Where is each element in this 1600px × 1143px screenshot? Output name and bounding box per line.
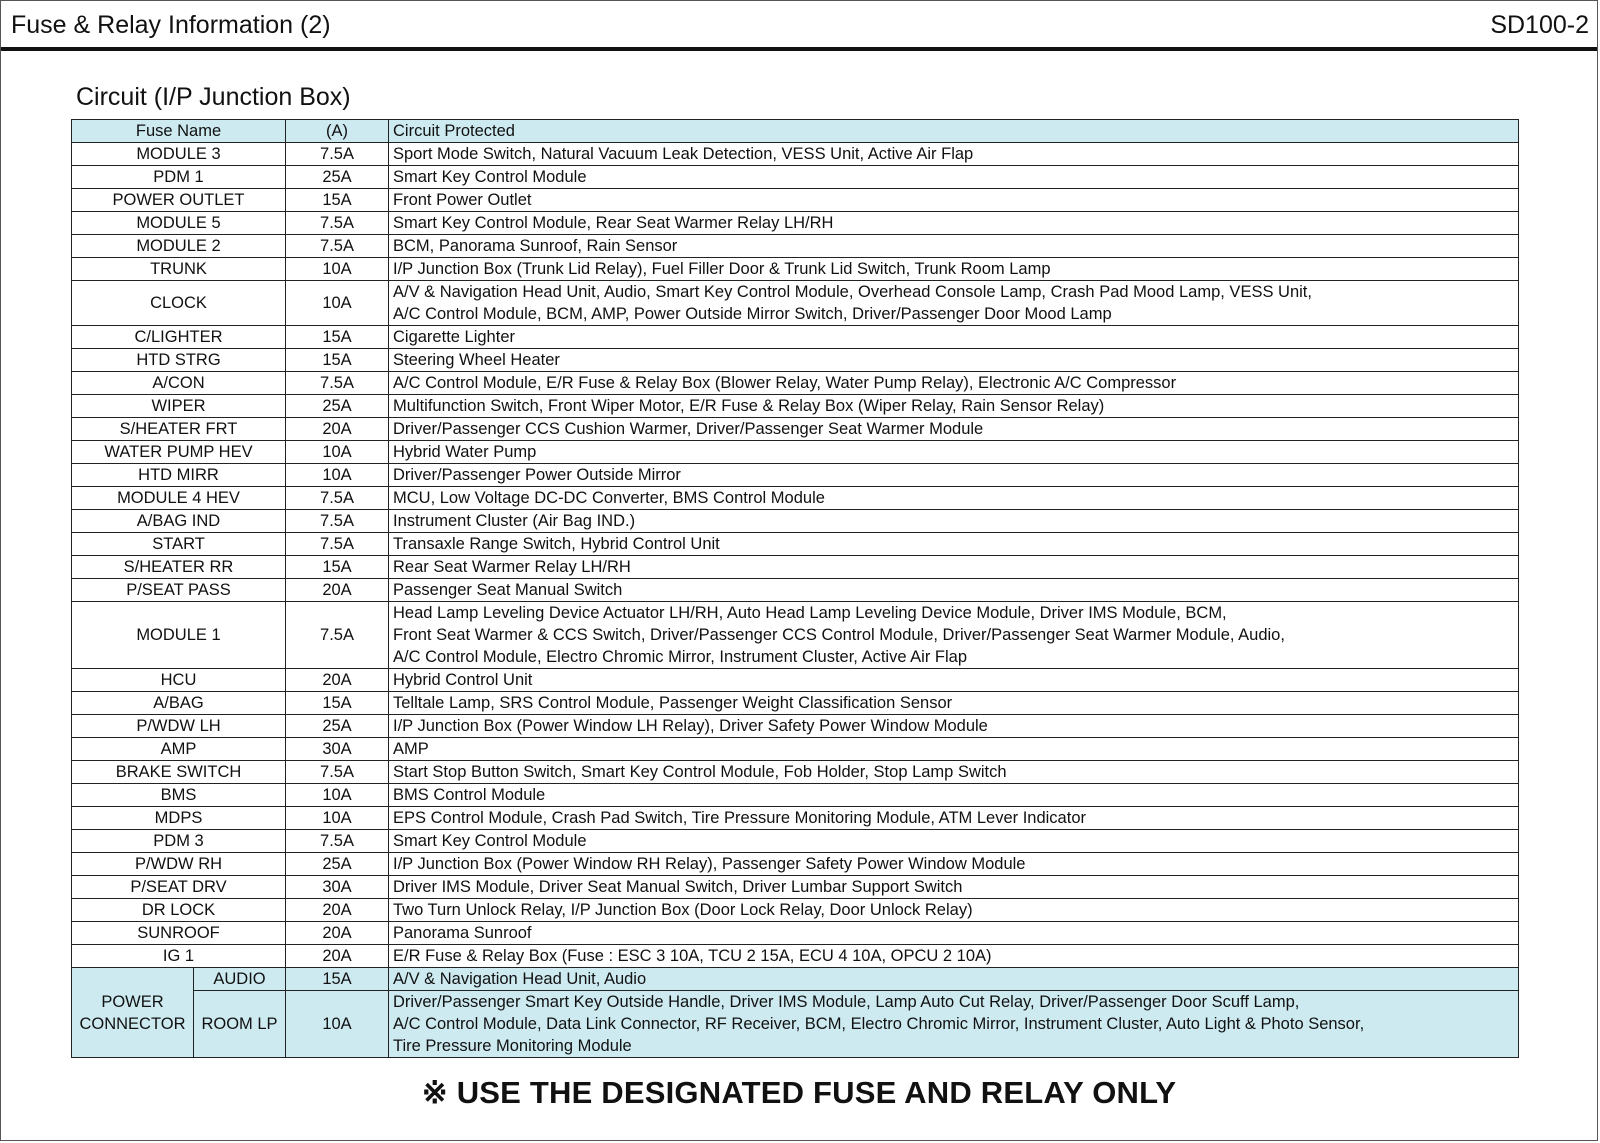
circuit-cell [389, 692, 1519, 715]
fuse-name-cell: C/LIGHTER [72, 326, 286, 349]
circuit-line: Hybrid Water Pump [393, 443, 537, 461]
fuse-amp-cell: 10A [286, 281, 389, 326]
fuse-name-cell: WATER PUMP HEV [72, 441, 286, 464]
circuit-cell [389, 945, 1519, 968]
circuit-line: Smart Key Control Module [393, 168, 587, 186]
fuse-amp-cell: 15A [286, 556, 389, 579]
circuit-cell [389, 395, 1519, 418]
table-row [72, 715, 1519, 738]
fuse-amp-cell: 25A [286, 395, 389, 418]
circuit-cell [389, 807, 1519, 830]
circuit-line: Start Stop Button Switch, Smart Key Control Module, Fob Holder, Stop Lamp Switch [393, 763, 1007, 781]
table-row [72, 761, 1519, 784]
circuit-line: Multifunction Switch, Front Wiper Motor, E/R Fuse & Relay Box (Wiper Relay, Rain Sensor Relay) [393, 397, 1105, 415]
fuse-amp-cell: 10A [286, 464, 389, 487]
column-header-amp: (A) [286, 120, 389, 143]
fuse-amp-cell: 7.5A [286, 235, 389, 258]
table-row [72, 899, 1519, 922]
circuit-cell [389, 968, 1519, 991]
circuit-cell [389, 991, 1519, 1058]
table-row [72, 235, 1519, 258]
fuse-amp-cell: 7.5A [286, 372, 389, 395]
fuse-amp-cell: 30A [286, 738, 389, 761]
fuse-name-cell: START [72, 533, 286, 556]
fuse-name-cell: S/HEATER FRT [72, 418, 286, 441]
circuit-cell [389, 166, 1519, 189]
circuit-cell [389, 899, 1519, 922]
fuse-amp-cell: 7.5A [286, 761, 389, 784]
fuse-name-cell: IG 1 [72, 945, 286, 968]
power-connector-row [72, 968, 1519, 991]
circuit-line: I/P Junction Box (Trunk Lid Relay), Fuel Filler Door & Trunk Lid Switch, Trunk Room Lamp [393, 260, 1051, 278]
table-row [72, 349, 1519, 372]
fuse-name-cell: S/HEATER RR [72, 556, 286, 579]
table-row [72, 166, 1519, 189]
fuse-amp-cell: 20A [286, 922, 389, 945]
circuit-cell [389, 853, 1519, 876]
table-row [72, 533, 1519, 556]
fuse-amp-cell: 7.5A [286, 830, 389, 853]
table-row [72, 189, 1519, 212]
fuse-name-cell: MDPS [72, 807, 286, 830]
fuse-amp-cell: 10A [286, 807, 389, 830]
footer-warning: ※ USE THE DESIGNATED FUSE AND RELAY ONLY [421, 1075, 1177, 1110]
circuit-cell [389, 876, 1519, 899]
circuit-cell [389, 281, 1519, 326]
circuit-cell [389, 418, 1519, 441]
circuit-line: Transaxle Range Switch, Hybrid Control Unit [393, 535, 720, 553]
fuse-amp-cell: 20A [286, 579, 389, 602]
fuse-name-cell: PDM 3 [72, 830, 286, 853]
fuse-amp-cell: 10A [286, 991, 389, 1058]
circuit-cell [389, 533, 1519, 556]
power-connector-row [72, 991, 1519, 1058]
fuse-amp-cell: 15A [286, 326, 389, 349]
circuit-line: Panorama Sunroof [393, 924, 532, 942]
fuse-name-cell: MODULE 5 [72, 212, 286, 235]
circuit-line: Rear Seat Warmer Relay LH/RH [393, 558, 631, 576]
circuit-line: Smart Key Control Module [393, 832, 587, 850]
fuse-name-cell: HCU [72, 669, 286, 692]
circuit-line: Smart Key Control Module, Rear Seat Warmer Relay LH/RH [393, 214, 834, 232]
fuse-amp-cell: 10A [286, 441, 389, 464]
fuse-amp-cell: 15A [286, 968, 389, 991]
circuit-line: Steering Wheel Heater [393, 351, 560, 369]
fuse-name-cell: SUNROOF [72, 922, 286, 945]
circuit-line: Front Power Outlet [393, 191, 532, 209]
circuit-cell [389, 464, 1519, 487]
table-row [72, 556, 1519, 579]
fuse-name-cell: MODULE 3 [72, 143, 286, 166]
fuse-amp-cell: 30A [286, 876, 389, 899]
circuit-line: E/R Fuse & Relay Box (Fuse : ESC 3 10A, TCU 2 15A, ECU 4 10A, OPCU 2 10A) [393, 947, 992, 965]
table-row [72, 807, 1519, 830]
circuit-cell [389, 487, 1519, 510]
page-title: Fuse & Relay Information (2) [11, 11, 331, 39]
circuit-line: BCM, Panorama Sunroof, Rain Sensor [393, 237, 678, 255]
table-row [72, 945, 1519, 968]
fuse-table-body [72, 143, 1519, 1058]
fuse-amp-cell: 15A [286, 692, 389, 715]
circuit-cell [389, 510, 1519, 533]
table-row [72, 922, 1519, 945]
circuit-cell [389, 235, 1519, 258]
circuit-line: Telltale Lamp, SRS Control Module, Passenger Weight Classification Sensor [393, 694, 953, 712]
circuit-cell [389, 349, 1519, 372]
circuit-line: EPS Control Module, Crash Pad Switch, Tire Pressure Monitoring Module, ATM Lever Indicator [393, 809, 1086, 827]
table-row [72, 418, 1519, 441]
circuit-line: A/V & Navigation Head Unit, Audio, Smart Key Control Module, Overhead Console Lamp, Crash Pad Mood Lamp, VESS Unit, [393, 283, 1312, 301]
page-header [1, 1, 1597, 51]
power-connector-sub-name: AUDIO [194, 968, 286, 991]
fuse-amp-cell: 15A [286, 349, 389, 372]
table-row [72, 579, 1519, 602]
circuit-cell [389, 830, 1519, 853]
fuse-name-cell: CLOCK [72, 281, 286, 326]
table-row [72, 830, 1519, 853]
table-row [72, 395, 1519, 418]
table-row [72, 464, 1519, 487]
circuit-line: Driver IMS Module, Driver Seat Manual Switch, Driver Lumbar Support Switch [393, 878, 963, 896]
fuse-name-cell: DR LOCK [72, 899, 286, 922]
circuit-cell [389, 372, 1519, 395]
fuse-name-cell: P/SEAT PASS [72, 579, 286, 602]
table-row [72, 853, 1519, 876]
fuse-amp-cell: 7.5A [286, 602, 389, 669]
fuse-name-cell: MODULE 4 HEV [72, 487, 286, 510]
table-header-row [72, 120, 1519, 143]
circuit-cell [389, 579, 1519, 602]
fuse-amp-cell: 20A [286, 945, 389, 968]
fuse-name-cell: P/SEAT DRV [72, 876, 286, 899]
fuse-name-cell: P/WDW LH [72, 715, 286, 738]
page-code: SD100-2 [1490, 11, 1589, 39]
circuit-line: Tire Pressure Monitoring Module [393, 1037, 632, 1055]
table-row [72, 281, 1519, 326]
column-header-circuit: Circuit Protected [389, 120, 1519, 143]
fuse-name-cell: HTD STRG [72, 349, 286, 372]
fuse-name-cell: P/WDW RH [72, 853, 286, 876]
circuit-cell [389, 258, 1519, 281]
circuit-cell [389, 189, 1519, 212]
circuit-line: Head Lamp Leveling Device Actuator LH/RH, Auto Head Lamp Leveling Device Module, Driver IMS Module, BCM, [393, 604, 1227, 622]
table-row [72, 487, 1519, 510]
fuse-name-cell: BRAKE SWITCH [72, 761, 286, 784]
fuse-name-cell: MODULE 2 [72, 235, 286, 258]
circuit-line: Instrument Cluster (Air Bag IND.) [393, 512, 636, 530]
power-connector-sub-name: ROOM LP [194, 991, 286, 1058]
table-row [72, 692, 1519, 715]
fuse-amp-cell: 25A [286, 715, 389, 738]
circuit-line: Driver/Passenger CCS Cushion Warmer, Driver/Passenger Seat Warmer Module [393, 420, 984, 438]
circuit-line: MCU, Low Voltage DC-DC Converter, BMS Control Module [393, 489, 825, 507]
table-row [72, 143, 1519, 166]
circuit-cell [389, 602, 1519, 669]
circuit-cell [389, 212, 1519, 235]
circuit-cell [389, 784, 1519, 807]
circuit-cell [389, 441, 1519, 464]
table-row [72, 510, 1519, 533]
table-row [72, 876, 1519, 899]
circuit-cell [389, 669, 1519, 692]
circuit-line: Sport Mode Switch, Natural Vacuum Leak Detection, VESS Unit, Active Air Flap [393, 145, 974, 163]
fuse-amp-cell: 7.5A [286, 487, 389, 510]
table-row [72, 738, 1519, 761]
circuit-cell [389, 738, 1519, 761]
fuse-name-cell: TRUNK [72, 258, 286, 281]
power-connector-label [72, 968, 194, 1058]
circuit-cell [389, 326, 1519, 349]
circuit-line: I/P Junction Box (Power Window LH Relay), Driver Safety Power Window Module [393, 717, 988, 735]
circuit-line: Hybrid Control Unit [393, 671, 533, 689]
circuit-cell [389, 761, 1519, 784]
fuse-name-cell: A/BAG IND [72, 510, 286, 533]
circuit-cell [389, 922, 1519, 945]
circuit-cell [389, 143, 1519, 166]
column-header-fuse-name: Fuse Name [72, 120, 286, 143]
fuse-amp-cell: 20A [286, 899, 389, 922]
fuse-name-cell: A/CON [72, 372, 286, 395]
fuse-name-cell: HTD MIRR [72, 464, 286, 487]
table-row [72, 212, 1519, 235]
circuit-line: Passenger Seat Manual Switch [393, 581, 623, 599]
table-row [72, 602, 1519, 669]
fuse-table [71, 119, 1519, 1058]
power-connector-label-line: CONNECTOR [79, 1014, 186, 1033]
circuit-line: Front Seat Warmer & CCS Switch, Driver/Passenger CCS Control Module, Driver/Passenger Seat Warmer Module, Audio, [393, 626, 1285, 644]
fuse-amp-cell: 25A [286, 853, 389, 876]
circuit-line: Driver/Passenger Smart Key Outside Handle, Driver IMS Module, Lamp Auto Cut Relay, Driver/Passenger Door Scuff Lamp, [393, 993, 1300, 1011]
fuse-name-cell: POWER OUTLET [72, 189, 286, 212]
table-row [72, 784, 1519, 807]
fuse-amp-cell: 7.5A [286, 212, 389, 235]
table-row [72, 258, 1519, 281]
fuse-amp-cell: 10A [286, 258, 389, 281]
circuit-line: Cigarette Lighter [393, 328, 515, 346]
circuit-line: A/C Control Module, Electro Chromic Mirror, Instrument Cluster, Active Air Flap [393, 648, 968, 666]
circuit-line: BMS Control Module [393, 786, 546, 804]
circuit-line: Two Turn Unlock Relay, I/P Junction Box (Door Lock Relay, Door Unlock Relay) [393, 901, 973, 919]
fuse-name-cell: WIPER [72, 395, 286, 418]
circuit-line: A/C Control Module, Data Link Connector, RF Receiver, BCM, Electro Chromic Mirror, Instrument Cluster, Auto Light & Photo Sensor, [393, 1015, 1365, 1033]
table-row [72, 326, 1519, 349]
fuse-amp-cell: 20A [286, 418, 389, 441]
circuit-line: A/V & Navigation Head Unit, Audio [393, 970, 647, 988]
circuit-line: I/P Junction Box (Power Window RH Relay), Passenger Safety Power Window Module [393, 855, 1026, 873]
fuse-name-cell: BMS [72, 784, 286, 807]
table-row [72, 372, 1519, 395]
fuse-name-cell: AMP [72, 738, 286, 761]
fuse-amp-cell: 7.5A [286, 510, 389, 533]
circuit-cell [389, 715, 1519, 738]
circuit-line: Driver/Passenger Power Outside Mirror [393, 466, 681, 484]
fuse-amp-cell: 7.5A [286, 533, 389, 556]
fuse-amp-cell: 10A [286, 784, 389, 807]
circuit-line: A/C Control Module, E/R Fuse & Relay Box (Blower Relay, Water Pump Relay), Electronic A/C Compressor [393, 374, 1177, 392]
fuse-amp-cell: 25A [286, 166, 389, 189]
circuit-cell [389, 556, 1519, 579]
power-connector-label-line: POWER [101, 992, 164, 1011]
fuse-name-cell: A/BAG [72, 692, 286, 715]
fuse-name-cell: MODULE 1 [72, 602, 286, 669]
fuse-amp-cell: 20A [286, 669, 389, 692]
fuse-amp-cell: 7.5A [286, 143, 389, 166]
table-row [72, 669, 1519, 692]
circuit-line: A/C Control Module, BCM, AMP, Power Outside Mirror Switch, Driver/Passenger Door Mood Lamp [393, 305, 1112, 323]
circuit-line: AMP [393, 740, 429, 758]
fuse-amp-cell: 15A [286, 189, 389, 212]
table-row [72, 441, 1519, 464]
section-title: Circuit (I/P Junction Box) [76, 83, 351, 111]
fuse-name-cell: PDM 1 [72, 166, 286, 189]
